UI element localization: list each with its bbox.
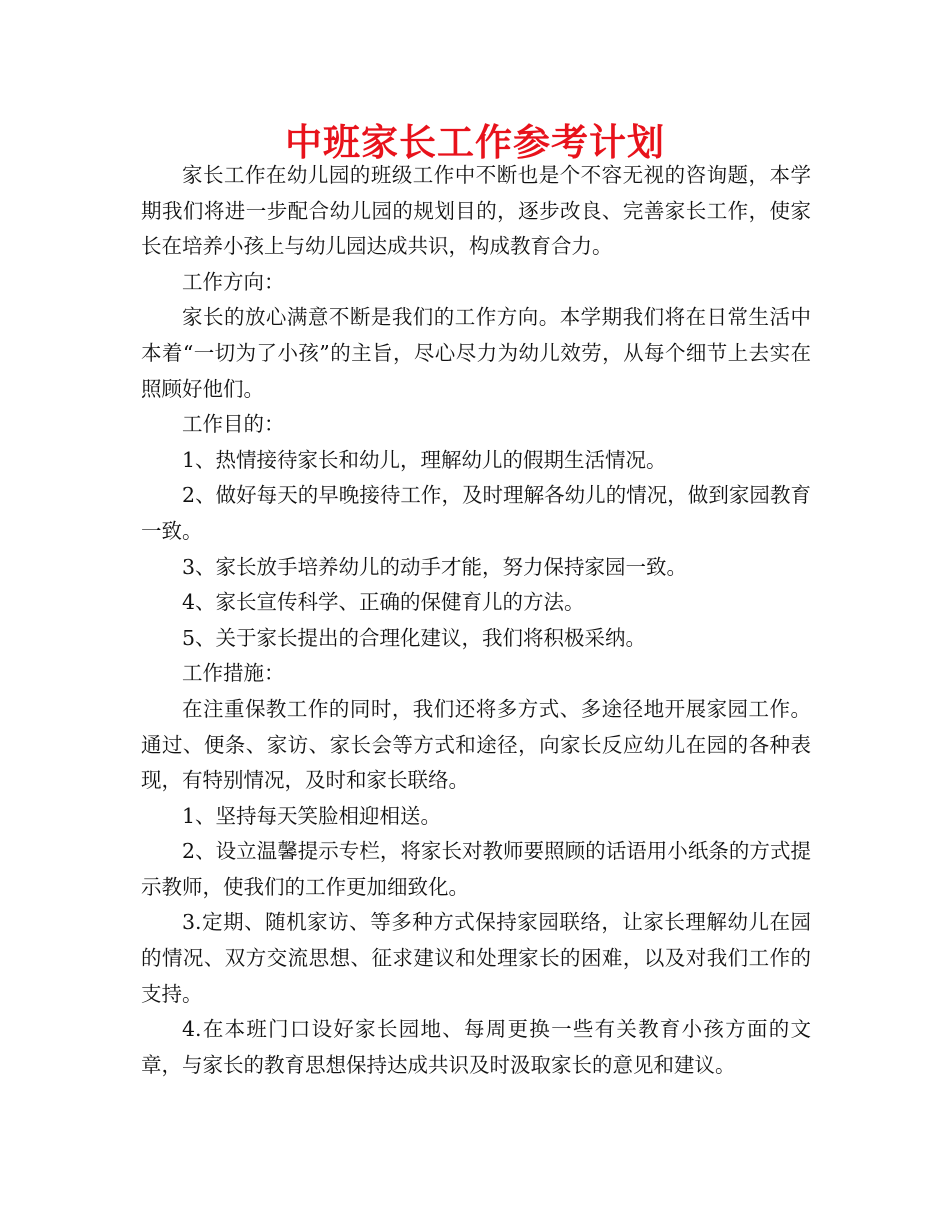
document-body: [141, 158, 811, 1083]
measure-item: 2、设立温馨提示专栏，将家长对教师要照顾的话语用小纸条的方式提示教师，使我们的工作更加细致化。: [141, 839, 811, 899]
direction-paragraph: 家长的放心满意不断是我们的工作方向。本学期我们将在日常生活中本着“一切为了小孩”的主旨，尽心尽力为幼儿效劳，从每个细节上去实在照顾好他们。: [141, 305, 811, 401]
goal-item: 2、做好每天的早晚接待工作，及时理解各幼儿的情况，做到家园教育一致。: [141, 483, 811, 543]
goal-item: 3、家长放手培养幼儿的动手才能，努力保持家园一致。: [182, 554, 688, 579]
section-heading-measures: 工作措施：: [182, 661, 285, 686]
measure-item: 4.在本班门口设好家长园地、每周更换一些有关教育小孩方面的文章，与家长的教育思想保持达成共识及时汲取家长的意见和建议。: [141, 1017, 811, 1077]
goal-item: 4、家长宣传科学、正确的保健育儿的方法。: [182, 590, 585, 615]
goal-item: 5、关于家长提出的合理化建议，我们将积极采纳。: [182, 625, 647, 650]
document-title: 中班家长工作参考计划: [285, 121, 665, 164]
goal-item: 1、热情接待家长和幼儿，理解幼儿的假期生活情况。: [182, 447, 667, 472]
intro-paragraph: 家长工作在幼儿园的班级工作中不断也是个不容无视的咨询题，本学期我们将进一步配合幼儿园的规划目的，逐步改良、完善家长工作，使家长在培养小孩上与幼儿园达成共识，构成教育合力。: [141, 163, 811, 259]
measure-item: 1、坚持每天笑脸相迎相送。: [182, 803, 442, 828]
measures-paragraph: 在注重保教工作的同时，我们还将多方式、多途径地开展家园工作。通过、便条、家访、家长会等方式和途径，向家长反应幼儿在园的各种表现，有特别情况，及时和家长联络。: [141, 696, 811, 793]
section-heading-goals: 工作目的：: [182, 412, 285, 437]
section-heading-direction: 工作方向：: [182, 269, 285, 294]
measure-item: 3.定期、随机家访、等多种方式保持家园联络，让家长理解幼儿在园的情况、双方交流思想、征求建议和处理家长的困难，以及对我们工作的支持。: [141, 910, 811, 1006]
